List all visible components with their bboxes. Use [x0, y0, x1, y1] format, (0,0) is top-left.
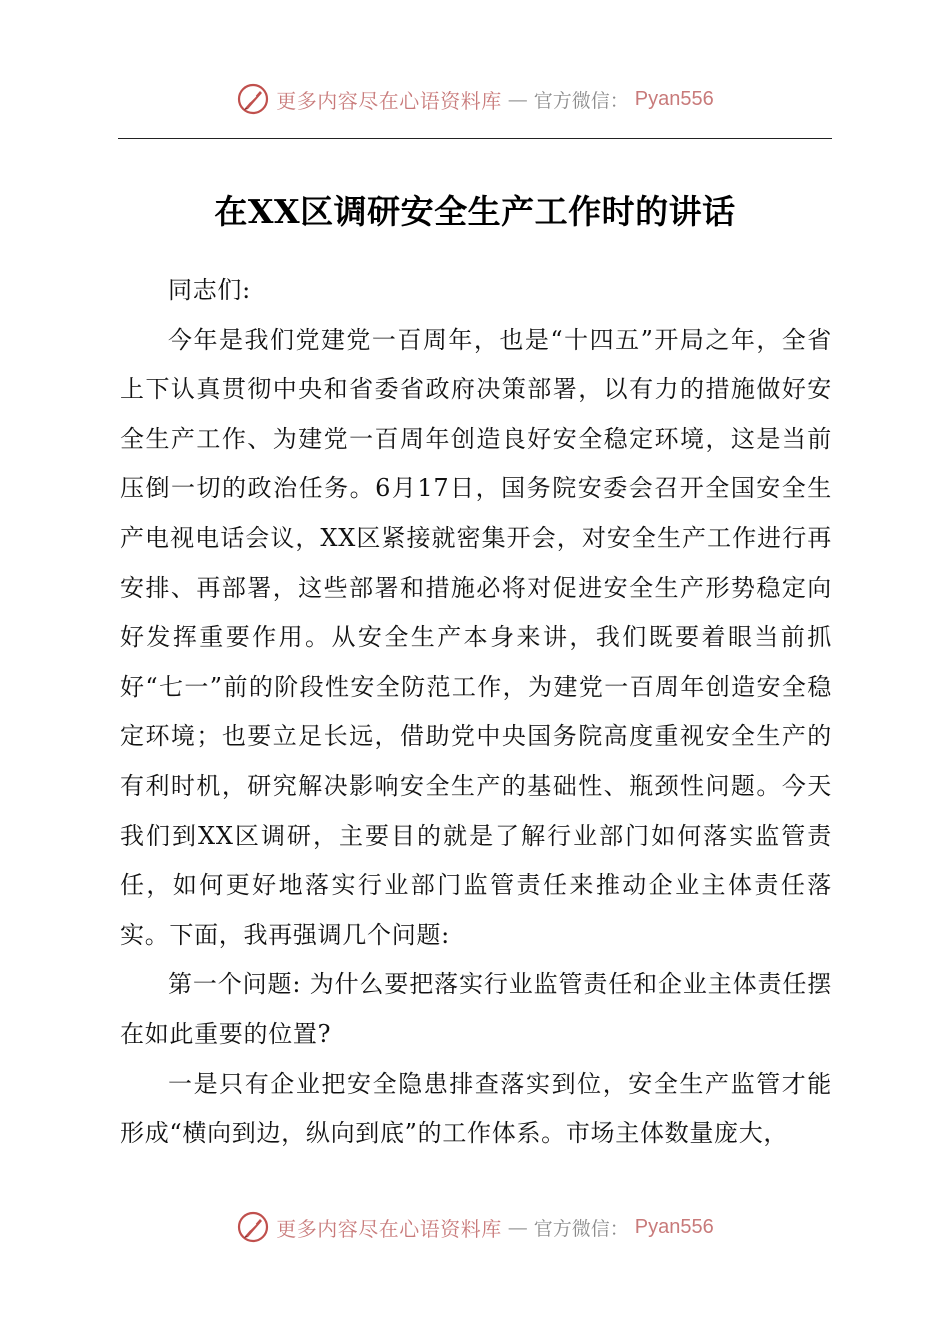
- quill-pen-logo-icon: [236, 82, 270, 116]
- watermark-wechat-id: Pyan556: [634, 1215, 714, 1238]
- header-watermark: [0, 82, 950, 116]
- paragraph-point-one: 一是只有企业把安全隐患排查落实到位，安全生产监管才能形成“横向到边，纵向到底”的工作体系。市场主体数量庞大，: [120, 1069, 832, 1148]
- footer-watermark: [0, 1210, 950, 1244]
- paragraph-question-one: 第一个问题: 为什么要把落实行业监管责任和企业主体责任摆在如此重要的位置?: [120, 970, 832, 1048]
- watermark-official-label: 官方微信：: [533, 89, 629, 112]
- watermark-site-text: 更多内容尽在心语资料库: [276, 88, 502, 113]
- watermark-separator: —: [507, 1215, 528, 1239]
- paragraph-intro: 今年是我们党建党一百周年，也是“十四五”开局之年，全省上下认真贯彻中央和省委省政府决策部署，以有力的措施做好安全生产工作、为建党一百周年创造良好安全稳定环境，这是当前压倒一切的政治任务。6月17日，国务院安委会召开全国安全生产电视电话会议，XX区紧接就密集开会，对安全生产工作进行再安排、再部署，这些部署和措施必将对促进安全生产形势稳定向好发挥重要作用。从安全生产本身来讲，我们既要着眼当前抓好“七一”前的阶段性安全防范工作，为建党一百周年创造安全稳定环境；也要立足长远，借助党中央国务院高度重视安全生产的有利时机，研究解决影响安全生产的基础性、瓶颈性问题。今天我们到XX区调研，主要目的就是了解行业部门如何落实监管责任，如何更好地落实行业部门监管责任来推动企业主体责任落实。下面，我再强调几个问题:: [120, 325, 832, 949]
- watermark-site-text: 更多内容尽在心语资料库: [276, 1216, 502, 1241]
- watermark-wechat-id: Pyan556: [634, 87, 714, 110]
- header-divider: [118, 138, 832, 139]
- document-body: [120, 266, 832, 1159]
- watermark-official-label: 官方微信：: [533, 1217, 629, 1240]
- paragraph-salutation: 同志们:: [168, 276, 251, 304]
- document-title: 在XX区调研安全生产工作时的讲话: [214, 192, 736, 231]
- watermark-separator: —: [507, 87, 528, 111]
- quill-pen-logo-icon: [236, 1210, 270, 1244]
